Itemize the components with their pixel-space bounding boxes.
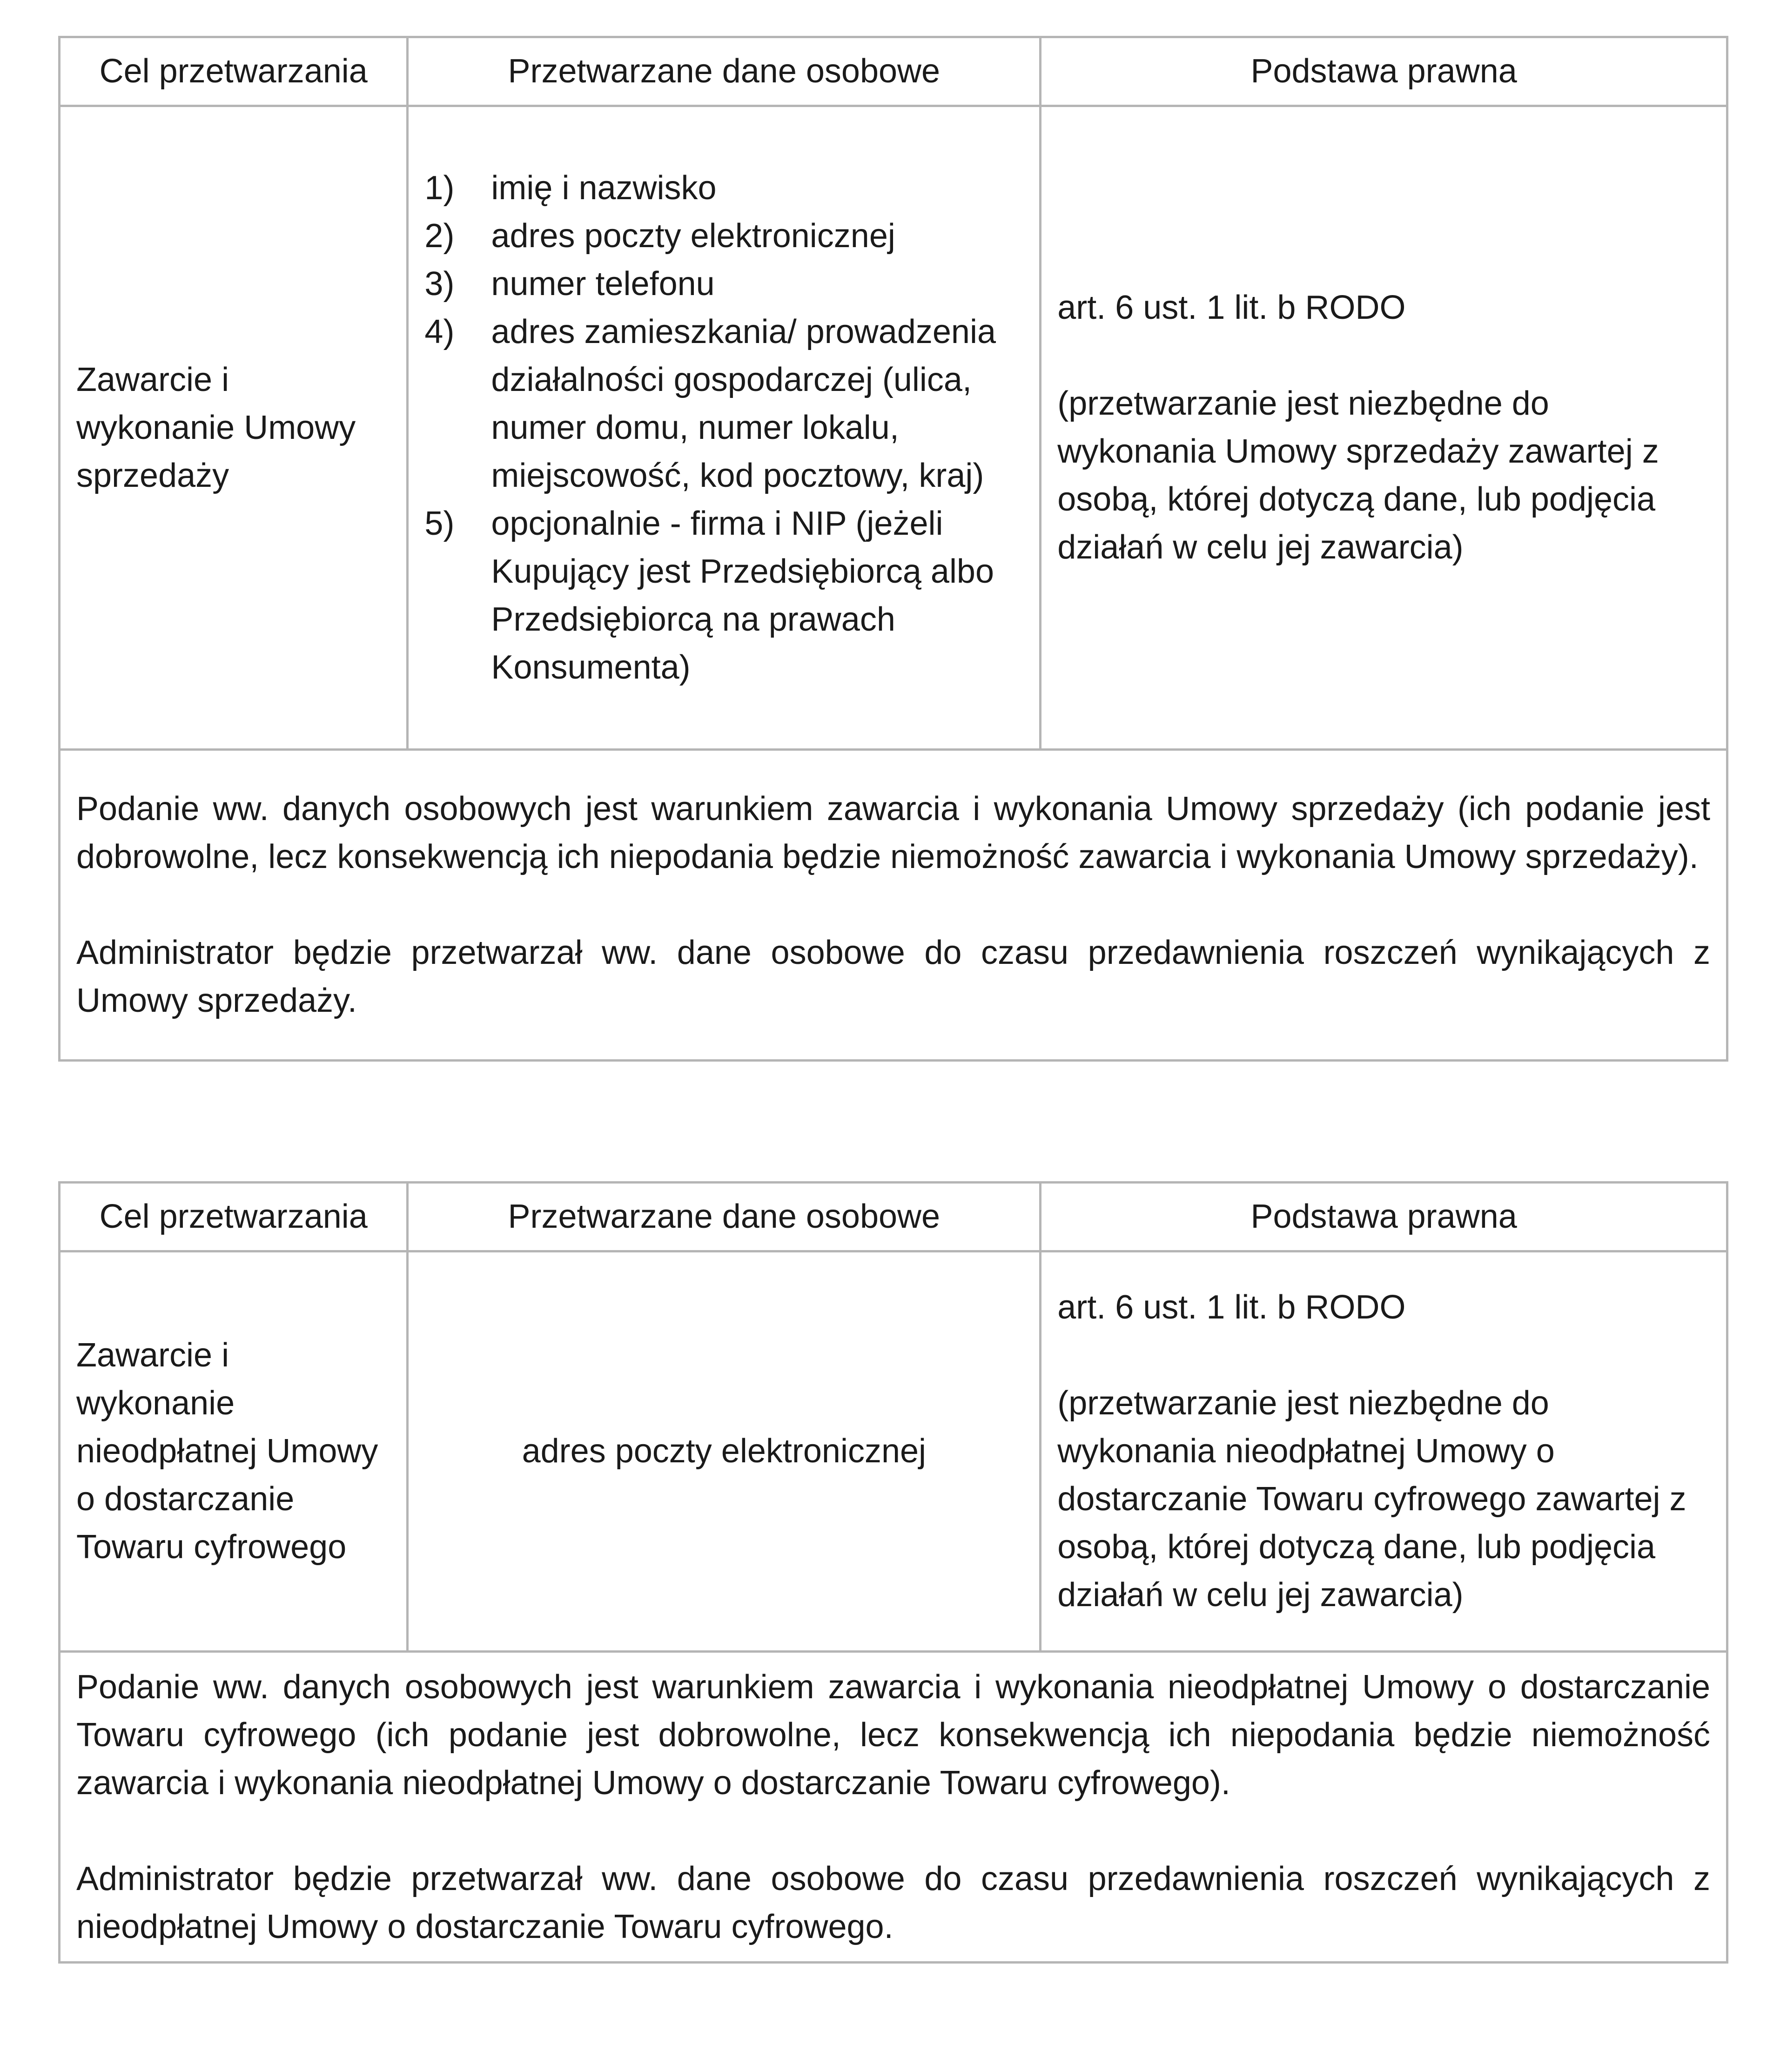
purpose-cell [60,106,408,750]
header-personal-data: Przetwarzane dane osobowe [408,1183,1041,1251]
note-obligation: Podanie ww. danych osobowych jest warunkiem zawarcia i wykonania Umowy sprzedaży (ich podanie jest dobrowolne, lecz konsekwencją ich niepodania będzie niemożność zawarcia i wykonania Umowy sprzedaży). [76,790,1710,875]
table-row [60,106,1727,750]
header-legal-basis: Podstawa prawna [1041,37,1727,106]
data-processing-table-sales [58,36,1728,1062]
header-legal-basis: Podstawa prawna [1041,1183,1727,1251]
table-row [60,1251,1727,1652]
notes-cell [60,750,1727,1061]
legal-basis-explanation: (przetwarzanie jest niezbędne do wykonania nieodpłatnej Umowy o dostarczanie Towaru cyfrowego zawartej z osobą, której dotyczą dane, lub podjęcia działań w celu jej zawarcia) [1057,1385,1686,1614]
header-personal-data: Przetwarzane dane osobowe [408,37,1041,106]
personal-data-cell [408,1251,1041,1652]
header-purpose: Cel przetwarzania [60,1183,408,1251]
list-item: 4) adres zamieszkania/ prowadzenia działalności gospodarczej (ulica, numer domu, numer lokalu, miejscowość, kod pocztowy, kraj) [424,313,996,494]
legal-basis-explanation: (przetwarzanie jest niezbędne do wykonania Umowy sprzedaży zawartej z osobą, której dotyczą dane, lub podjęcia działań w celu jej zawarcia) [1057,385,1659,566]
note-retention: Administrator będzie przetwarzał ww. dane osobowe do czasu przedawnienia roszczeń wynikających z nieodpłatnej Umowy o dostarczanie Towaru cyfrowego. [76,1860,1710,1945]
list-item: 3) numer telefonu [424,265,715,303]
header-row [60,1183,1727,1251]
notes-row [60,1652,1727,1963]
note-obligation: Podanie ww. danych osobowych jest warunkiem zawarcia i wykonania nieodpłatnej Umowy o dostarczanie Towaru cyfrowego (ich podanie jest dobrowolne, lecz konsekwencją ich niepodania będzie niemożność zawarcia i wykonania nieodpłatnej Umowy o dostarczanie Towaru cyfrowego). [76,1668,1710,1802]
list-item: 5) opcjonalnie - firma i NIP (jeżeli Kupujący jest Przedsiębiorcą albo Przedsiębiorcą na prawach Konsumenta) [424,505,994,686]
legal-basis-article: art. 6 ust. 1 lit. b RODO [1057,1289,1406,1326]
list-item: 1) imię i nazwisko [424,169,717,207]
header-row [60,37,1727,106]
personal-data-list [424,164,1023,692]
legal-basis-article: art. 6 ust. 1 lit. b RODO [1057,289,1406,326]
legal-basis-cell [1041,1251,1727,1652]
header-purpose: Cel przetwarzania [60,37,408,106]
purpose-cell [60,1251,408,1652]
personal-data-cell [408,106,1041,750]
note-retention: Administrator będzie przetwarzał ww. dane osobowe do czasu przedawnienia roszczeń wynikających z Umowy sprzedaży. [76,934,1710,1019]
list-item: 2) adres poczty elektronicznej [424,217,895,255]
notes-cell [60,1652,1727,1963]
personal-data-text: adres poczty elektronicznej [522,1433,927,1470]
notes-row [60,750,1727,1061]
legal-basis-cell [1041,106,1727,750]
data-processing-table-digital-goods [58,1181,1728,1964]
purpose-text: Zawarcie i wykonanie nieodpłatnej Umowy o dostarczanie Towaru cyfrowego [76,1337,378,1566]
purpose-text: Zawarcie i wykonanie Umowy sprzedaży [76,361,356,494]
